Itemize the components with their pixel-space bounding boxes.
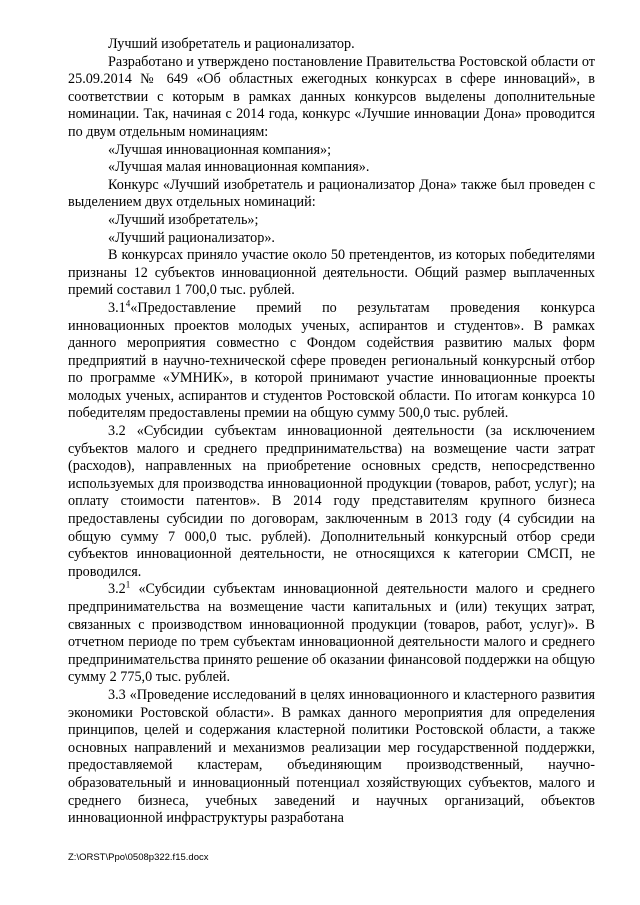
document-body xyxy=(68,36,595,828)
paragraph-inventor-contest: Конкурс «Лучший изобретатель и рационализатор Дона» также был проведен с выделением двух отдельных номинаций: xyxy=(68,176,595,211)
section-number: 3.2 xyxy=(108,423,126,440)
paragraph-section-3-2-1 xyxy=(68,581,595,687)
paragraph-section-3-2 xyxy=(68,423,595,581)
section-text: «Предоставление премий по результатам проведения конкурса инновационных проектов молодых ученых, аспирантов и студентов». В рамках данного мероприятия совместно с Фондом содействия развитию малых форм предприятий в научно-технической сфере проведен региональный конкурсный отбор по программе «УМНИК», в которой принимают участие инновационные проекты молодых ученых, аспирантов и студентов Ростовской области. По итогам конкурса 10 победителям предоставлены премии на общую сумму 500,0 тыс. рублей. xyxy=(68,299,595,422)
section-number: 3.3 xyxy=(108,686,126,703)
section-text: «Субсидии субъектам инновационной деятельности малого и среднего предпринимательства на возмещение части капитальных и (или) текущих затрат, связанных с производством инновационной продукции (товаров, работ, услуг)». В отчетном периоде по трем субъектам инновационной деятельности малого и среднего предпринимательства принято решение об оказании финансовой поддержки на общую сумму 2 775,0 тыс. рублей. xyxy=(68,581,595,686)
paragraph-nomination-title: Лучший изобретатель и рационализатор. xyxy=(108,36,355,52)
footnote-marker: 1 xyxy=(125,579,131,590)
section-number: 3.1 xyxy=(108,299,126,316)
paragraph-resolution: Разработано и утверждено постановление Правительства Ростовской области от 25.09.2014 № 649 «Об областных ежегодных конкурсах в сфере инноваций», в соответствии с которым в рамках данных конкурсов выделены дополнительные номинации. Так, начиная с 2014 года, конкурс «Лучшие инновации Дона» проводится по двум отдельным номинациям: xyxy=(68,53,595,140)
section-text: «Проведение исследований в целях инновационного и кластерного развития экономики Ростовской области». В рамках данного мероприятия для определения принципов, целей и содержания кластерной политики Ростовской области, а также основных направлений и механизмов реализации мер государственной поддержки, предоставляемой кластерам, объединяющим производственный, научно-образовательный и инновационный потенциал хозяйствующих субъектов, малого и среднего бизнеса, учебных заведений и научных организаций, объектов инновационной инфраструктуры разработана xyxy=(68,686,596,827)
section-text: «Субсидии субъектам инновационной деятельности (за исключением субъектов малого и среднего предпринимательства) на возмещение части затрат (расходов), направленных на приобретение основных средств, непосредственно используемых для производства инновационной продукции (товаров, работ, услуг); на оплату стоимости патентов». В 2014 году представителям крупного бизнеса предоставлены субсидии по договорам, заключенным в 2013 году (4 субсидии на общую сумму 7 000,0 тыс. рублей). Дополнительный конкурсный отбор среди субъектов инновационной деятельности, не относящихся к категории СМСП, не проводился. xyxy=(68,423,595,580)
footer-file-path: Z:\ORST\Ppo\0508p322.f15.docx xyxy=(68,852,209,863)
paragraph-nomination-rationalizer: «Лучший рационализатор». xyxy=(108,229,275,246)
paragraph-nomination-inventor: «Лучший изобретатель»; xyxy=(108,211,259,228)
paragraph-nomination-company: «Лучшая инновационная компания»; xyxy=(108,141,332,158)
paragraph-contest-results: В конкурсах приняло участие около 50 претендентов, из которых победителями признаны 12 субъектов инновационной деятельности. Общий размер выплаченных премий составил 1 700,0 тыс. рублей. xyxy=(68,247,595,299)
paragraph-section-3-1 xyxy=(68,300,595,423)
paragraph-nomination-small-company: «Лучшая малая инновационная компания». xyxy=(108,159,370,176)
paragraph-section-3-3 xyxy=(68,687,595,828)
section-number: 3.2 xyxy=(108,581,126,598)
footnote-marker: 4 xyxy=(125,298,131,309)
